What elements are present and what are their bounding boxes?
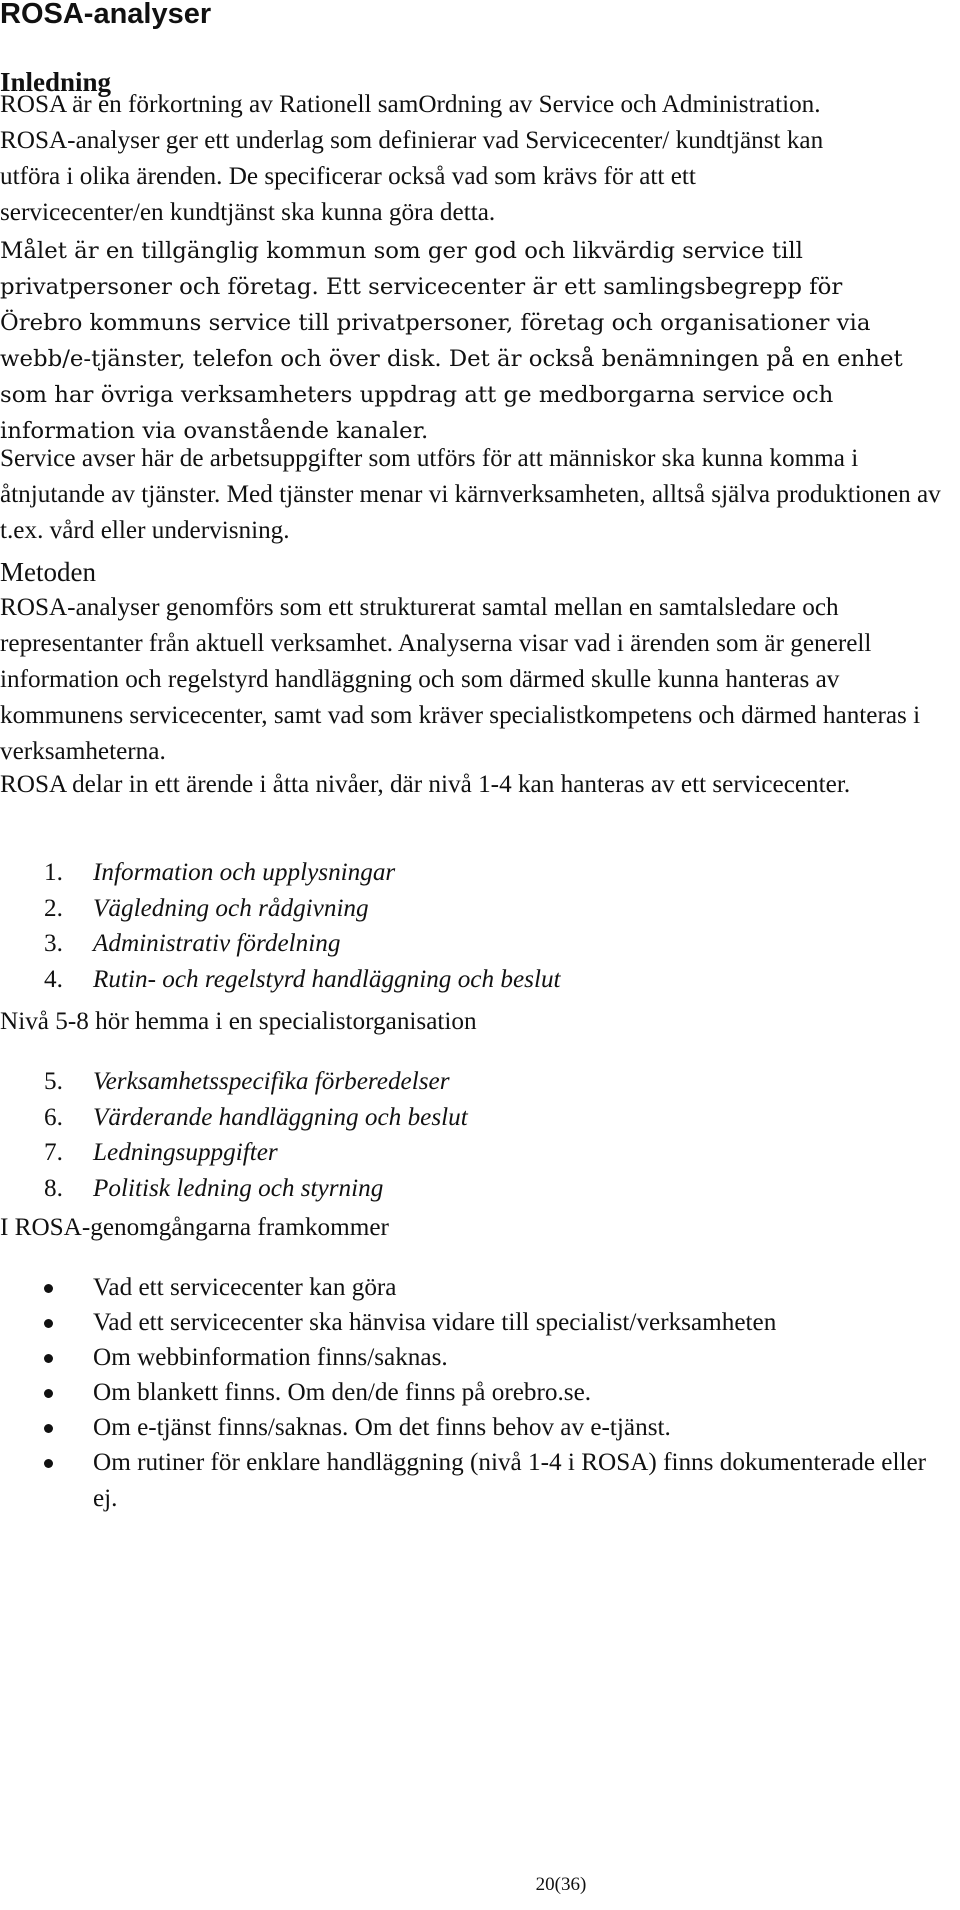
level-text: Administrativ fördelning xyxy=(93,930,341,957)
level-number: 6. xyxy=(44,1103,63,1131)
level-number: 7. xyxy=(44,1139,63,1166)
section-heading-intro: Inledning xyxy=(0,67,112,97)
page-title: ROSA-analyser xyxy=(0,0,212,30)
outcome-item xyxy=(0,1340,953,1376)
level-text: Information och upplysningar xyxy=(93,859,396,886)
bullet-icon xyxy=(44,1424,53,1433)
bullet-icon xyxy=(44,1354,53,1363)
level-number: 2. xyxy=(44,894,63,922)
outcome-text: Om e-tjänst finns/saknas. Om det finns behov av e-tjänst. xyxy=(93,1414,671,1441)
bullet-icon xyxy=(44,1284,53,1293)
page-number-text: 20(36) xyxy=(535,1874,587,1895)
outcome-text: Om blankett finns. Om den/de finns på orebro.se. xyxy=(93,1379,592,1406)
bullet-icon xyxy=(44,1319,53,1328)
outcome-text: Vad ett servicecenter ska hänvisa vidare till specialist/verksamheten xyxy=(93,1309,777,1336)
intro-paragraph-1: ROSA är en förkortning av Rationell samOrdning av Service och Administration. ROSA-analyser ger ett underlag som definierar vad Servicecenter/ kundtjänst kan utföra i olika ärenden. De specificerar också vad som krävs för att ett servicecenter/en kundtjänst ska kunna göra detta. xyxy=(0,91,824,226)
outcomes-intro: I ROSA-genomgångarna framkommer xyxy=(0,1214,389,1241)
method-paragraph-1: ROSA-analyser genomförs som ett strukturerat samtal mellan en samtalsledare och representanter från aktuell verksamhet. Analyserna visar vad i ärenden som är generell information och regelstyrd handläggning och som därmed skulle kunna hanteras av kommunens servicecenter, samt vad som kräver specialistkompetens och därmed hanteras i verksamheterna. xyxy=(0,594,921,765)
outcomes-list xyxy=(0,1270,953,1516)
level-text: Vägledning och rådgivning xyxy=(93,894,369,922)
bullet-icon xyxy=(44,1389,53,1398)
outcome-text: Om rutiner för enklare handläggning (nivå 1-4 i ROSA) finns dokumenterade eller ej. xyxy=(93,1449,927,1512)
bullet-icon xyxy=(44,1459,53,1468)
page-number xyxy=(0,1873,960,1897)
outcome-text: Vad ett servicecenter kan göra xyxy=(93,1274,397,1301)
outcome-item xyxy=(0,1375,953,1411)
level-text: Verksamhetsspecifika förberedelser xyxy=(93,1068,450,1095)
level-text: Rutin- och regelstyrd handläggning och beslut xyxy=(93,965,561,993)
level-number: 8. xyxy=(44,1174,63,1202)
levels-b-intro: Nivå 5-8 hör hemma i en specialistorganisation xyxy=(0,1008,477,1035)
level-number: 1. xyxy=(44,859,63,886)
outcome-item xyxy=(0,1305,953,1341)
outcome-item xyxy=(0,1270,953,1306)
level-number: 5. xyxy=(44,1068,63,1095)
level-number: 4. xyxy=(44,965,63,993)
level-text: Politisk ledning och styrning xyxy=(93,1174,384,1202)
outcome-item xyxy=(0,1445,953,1517)
intro-paragraph-3: Service avser här de arbetsuppgifter som utförs för att människor ska kunna komma i åtnjutande av tjänster. Med tjänster menar vi kärnverksamheten, alltså själva produktionen av t.ex. vård eller undervisning. xyxy=(0,445,941,544)
outcome-text: Om webbinformation finns/saknas. xyxy=(93,1344,448,1371)
outcome-item xyxy=(0,1410,953,1446)
intro-paragraph-2: Målet är en tillgänglig kommun som ger god och likvärdig service till privatpersoner och företag. Ett servicecenter är ett samlingsbegrepp för Örebro kommuns service till privatpersoner, företag och organisationer via webb/e-tjänster, telefon och över disk. Det är också benämningen på en enhet som har övriga verksamheters uppdrag att ge medborgarna service och information via ovanstående kanaler. xyxy=(0,238,903,444)
level-number: 3. xyxy=(44,930,63,957)
level-text: Värderande handläggning och beslut xyxy=(93,1103,468,1131)
section-heading-method: Metoden xyxy=(0,557,96,587)
level-text: Ledningsuppgifter xyxy=(93,1139,278,1166)
method-paragraph-2: ROSA delar in ett ärende i åtta nivåer, där nivå 1-4 kan hanteras av ett servicecenter. xyxy=(0,771,851,798)
